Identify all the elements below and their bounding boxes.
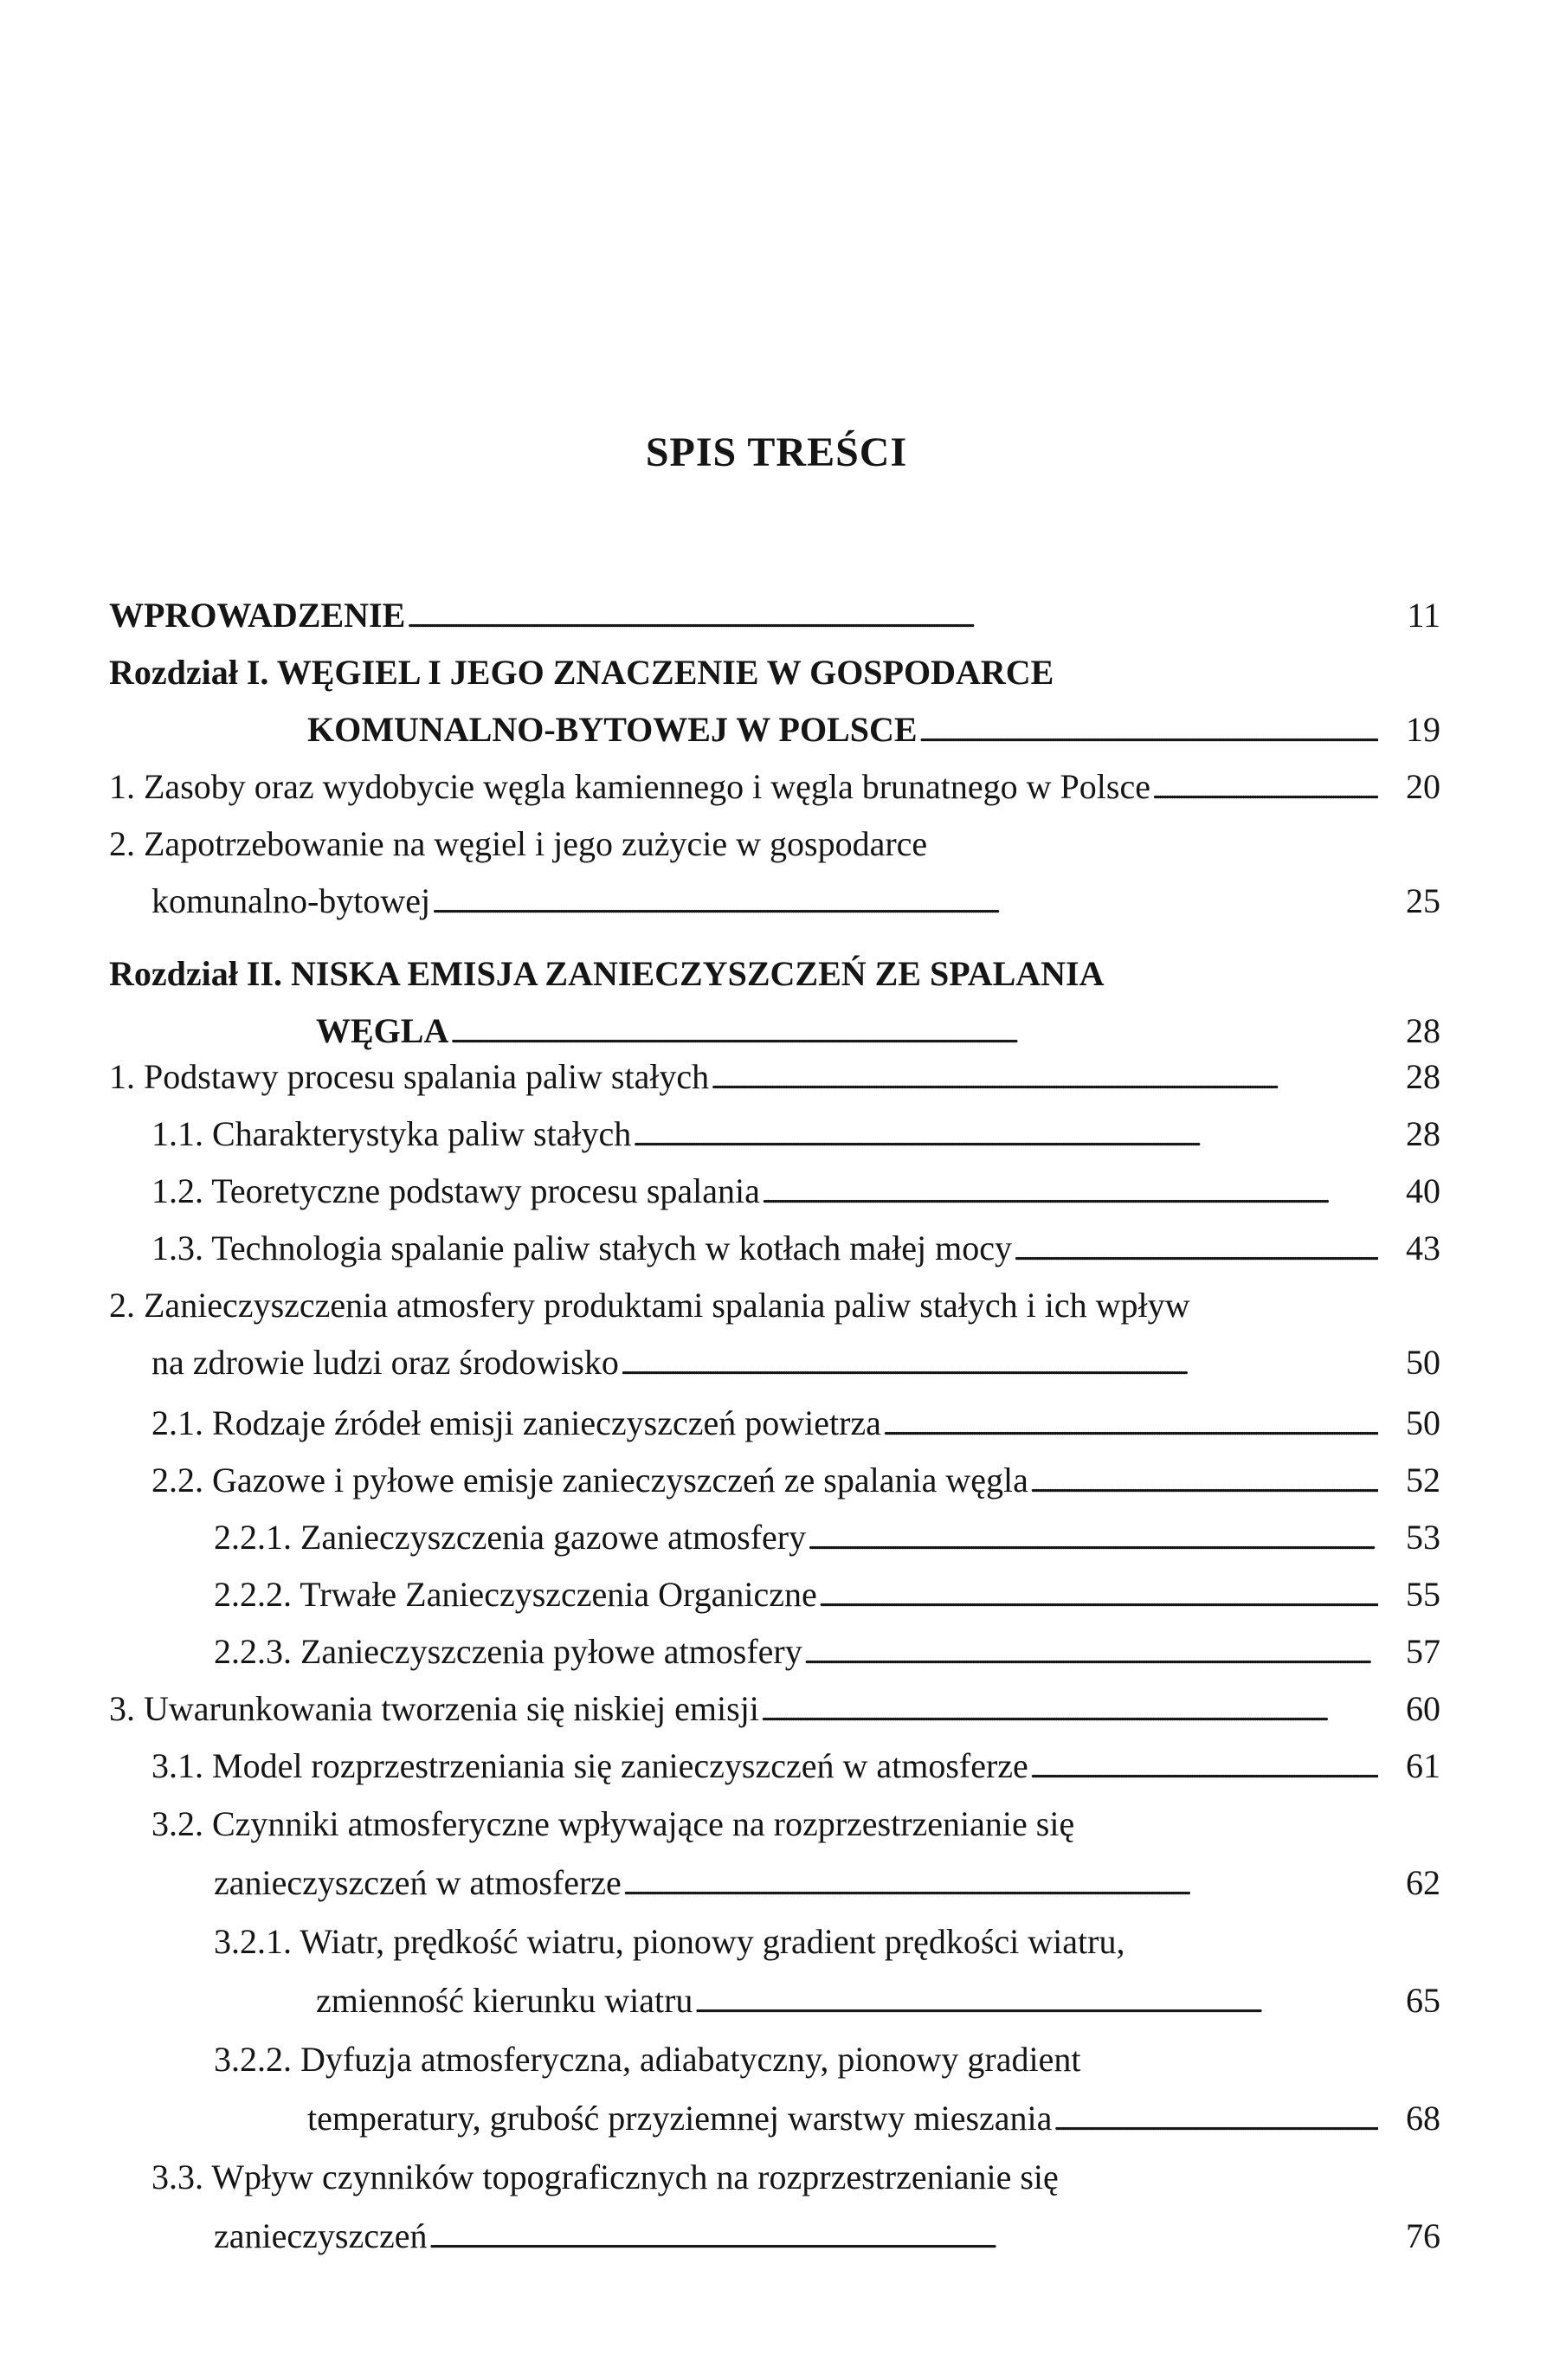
toc-entry — [151, 1228, 1385, 1269]
toc-page-number: 50 — [1406, 1403, 1440, 1442]
toc-entry — [214, 1517, 1385, 1558]
toc-entry — [151, 1403, 1385, 1444]
toc-entry — [109, 595, 1385, 636]
toc-entry — [151, 880, 1385, 922]
toc-entry-label: Rozdział I. WĘGIEL I JEGO ZNACZENIE W GOSPODARCE — [109, 653, 1054, 692]
toc-entry-label: 2.2.2. Trwałe Zanieczyszczenia Organiczne — [214, 1575, 817, 1614]
toc-entry — [214, 2216, 1385, 2257]
toc-page-number: 20 — [1406, 767, 1440, 806]
dot-leader — [919, 709, 1378, 755]
toc-page-number: 57 — [1406, 1632, 1440, 1671]
toc-entry-label: temperatury, grubość przyziemnej warstwy mieszania — [307, 2099, 1053, 2138]
toc-page-number: 76 — [1406, 2216, 1440, 2255]
toc-entry-label: komunalno-bytowej — [151, 881, 431, 920]
dot-leader — [761, 1688, 1378, 1734]
toc-page-number: 28 — [1406, 1114, 1440, 1153]
toc-entry — [109, 1056, 1385, 1098]
dot-leader — [694, 1980, 1378, 2026]
dot-leader — [450, 1010, 1378, 1056]
toc-page-number: 40 — [1406, 1171, 1440, 1210]
toc-entry — [151, 1460, 1385, 1501]
toc-entry — [109, 1688, 1385, 1730]
toc-page-number: 55 — [1406, 1575, 1440, 1614]
toc-entry — [307, 2098, 1385, 2139]
toc-page-number: 28 — [1406, 1011, 1440, 1050]
toc-entry-label: KOMUNALNO-BYTOWEJ W POLSCE — [307, 710, 918, 749]
dot-leader — [804, 1631, 1378, 1677]
dot-leader — [623, 1862, 1378, 1908]
toc-page-number: 19 — [1406, 710, 1440, 749]
toc-page-number: 43 — [1406, 1229, 1440, 1267]
toc-entry — [316, 1980, 1385, 2022]
toc-entry — [214, 1921, 1124, 1963]
toc-entry-label: 3.2.1. Wiatr, prędkość wiatru, pionowy gradient prędkości wiatru, — [214, 1922, 1125, 1961]
toc-page-number: 11 — [1407, 596, 1440, 635]
toc-entry — [307, 709, 1385, 751]
toc-entry-label: 2.1. Rodzaje źródeł emisji zanieczyszczeń powietrza — [151, 1403, 881, 1442]
toc-page-number: 50 — [1406, 1343, 1440, 1382]
dot-leader — [1030, 1460, 1378, 1506]
dot-leader — [819, 1574, 1378, 1620]
toc-entry-label: 1.2. Teoretyczne podstawy procesu spalania — [151, 1171, 760, 1210]
toc-entry-label: 3. Uwarunkowania tworzenia się niskiej emisji — [109, 1689, 759, 1728]
toc-entry-label: 2.2. Gazowe i pyłowe emisje zanieczyszczeń ze spalania węgla — [151, 1461, 1028, 1500]
page-title: SPIS TREŚCI — [645, 429, 908, 475]
toc-page-number: 62 — [1406, 1863, 1440, 1902]
toc-page-number: 60 — [1406, 1689, 1440, 1728]
toc-page-number: 53 — [1406, 1518, 1440, 1557]
toc-entry — [214, 1574, 1385, 1616]
toc-entry-label: na zdrowie ludzi oraz środowisko — [151, 1343, 619, 1382]
toc-page-number: 68 — [1406, 2099, 1440, 2138]
toc-entry-label: Rozdział II. NISKA EMISJA ZANIECZYSZCZEŃ ZE SPALANIA — [109, 954, 1105, 993]
dot-leader — [1152, 766, 1378, 812]
toc-entry-label: 3.2.2. Dyfuzja atmosferyczna, adiabatyczny, pionowy gradient — [214, 2040, 1081, 2079]
dot-leader — [711, 1056, 1378, 1102]
toc-page-number: 25 — [1406, 881, 1440, 920]
toc-entry — [151, 1745, 1385, 1787]
toc-entry — [109, 1285, 1189, 1326]
toc-entry-label: 1.1. Charakterystyka paliw stałych — [151, 1114, 632, 1153]
toc-entry — [214, 1862, 1385, 1904]
toc-page-number: 65 — [1406, 1981, 1440, 2020]
toc-entry — [214, 1631, 1385, 1673]
toc-entry-label: zmienność kierunku wiatru — [316, 1981, 693, 2020]
toc-entry-label: 2. Zanieczyszczenia atmosfery produktami spalania paliw stałych i ich wpływ — [109, 1286, 1190, 1325]
toc-page-number: 52 — [1406, 1461, 1440, 1500]
toc-entry — [109, 823, 927, 865]
toc-entry — [151, 1113, 1385, 1155]
dot-leader — [407, 595, 1378, 641]
dot-leader — [621, 1342, 1378, 1388]
toc-entry — [109, 953, 1105, 995]
dot-leader — [432, 880, 1378, 926]
toc-entry-label: zanieczyszczeń w atmosferze — [214, 1863, 622, 1902]
dot-leader — [1054, 2098, 1378, 2144]
toc-entry — [151, 1342, 1385, 1383]
toc-entry-label: zanieczyszczeń — [214, 2216, 428, 2255]
toc-entry-label: WĘGLA — [316, 1011, 449, 1050]
toc-entry — [151, 1171, 1385, 1212]
toc-entry — [214, 2039, 1080, 2080]
toc-entry-label: 3.1. Model rozprzestrzeniania się zanieczyszczeń w atmosferze — [151, 1746, 1028, 1785]
toc-entry-label: 3.2. Czynniki atmosferyczne wpływające na rozprzestrzenianie się — [151, 1804, 1075, 1843]
toc-entry-label: 2.2.3. Zanieczyszczenia pyłowe atmosfery — [214, 1632, 802, 1671]
toc-entry — [316, 1010, 1385, 1052]
toc-entry — [151, 1803, 1074, 1845]
toc-entry — [109, 766, 1385, 808]
toc-entry-label: 3.3. Wpływ czynników topograficznych na rozprzestrzenianie się — [151, 2157, 1059, 2196]
toc-entry — [109, 652, 1054, 693]
dot-leader — [429, 2216, 1378, 2261]
toc-entry-label: 1. Podstawy procesu spalania paliw stałych — [109, 1057, 710, 1096]
dot-leader — [883, 1403, 1378, 1448]
dot-leader — [1030, 1745, 1378, 1791]
toc-entry-label: WPROWADZENIE — [109, 596, 406, 635]
toc-page-number: 28 — [1406, 1057, 1440, 1096]
dot-leader — [808, 1517, 1378, 1563]
dot-leader — [1014, 1228, 1378, 1274]
toc-entry-label: 1. Zasoby oraz wydobycie węgla kamiennego i węgla brunatnego w Polsce — [109, 767, 1150, 806]
toc-entry-label: 2. Zapotrzebowanie na węgiel i jego zużycie w gospodarce — [109, 824, 928, 863]
dot-leader — [633, 1113, 1378, 1159]
toc-entry-label: 1.3. Technologia spalanie paliw stałych w kotłach małej mocy — [151, 1229, 1012, 1267]
toc-entry-label: 2.2.1. Zanieczyszczenia gazowe atmosfery — [214, 1518, 807, 1557]
toc-entry — [151, 2157, 1059, 2198]
dot-leader — [762, 1171, 1378, 1216]
toc-page-number: 61 — [1406, 1746, 1440, 1785]
